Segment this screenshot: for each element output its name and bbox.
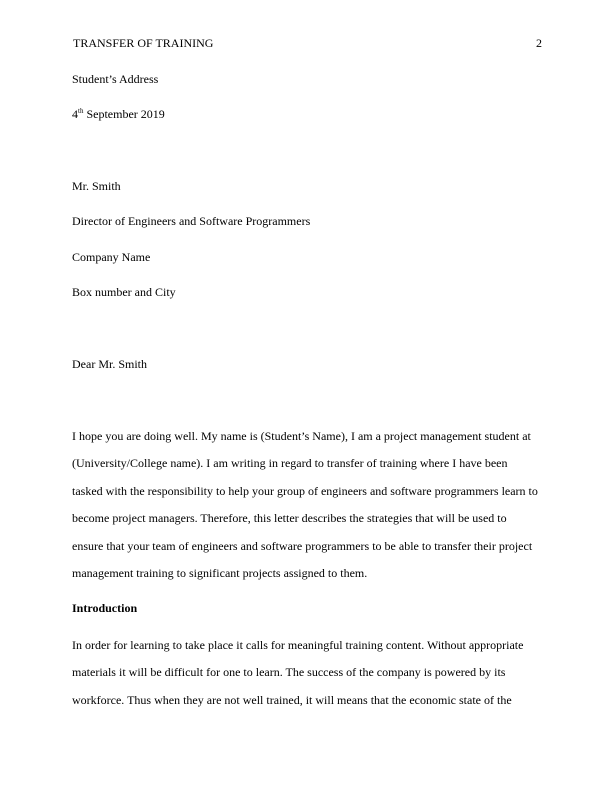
- paragraph-line: (University/College name). I am writing in regard to transfer of training where I have been: [72, 456, 508, 470]
- recipient-title: Director of Engineers and Software Programmers: [72, 214, 311, 228]
- running-head: TRANSFER OF TRAINING: [73, 36, 214, 50]
- paragraph-line: become project managers. Therefore, this letter describes the strategies that will be used to: [72, 511, 507, 525]
- paragraph-line: tasked with the responsibility to help your group of engineers and software programmers learn to: [72, 484, 538, 498]
- date-rest: September 2019: [83, 107, 165, 121]
- paragraph-line: In order for learning to take place it calls for meaningful training content. Without appropriate: [72, 638, 524, 652]
- date-day: 4: [72, 107, 78, 121]
- recipient-company: Company Name: [72, 250, 151, 264]
- date-suffix: th: [78, 107, 84, 115]
- paragraph-line: management training to significant projects assigned to them.: [72, 566, 368, 580]
- paragraph-line: ensure that your team of engineers and software programmers to be able to transfer their project: [72, 539, 533, 553]
- recipient-location: Box number and City: [72, 285, 176, 299]
- letter-date: [72, 107, 165, 121]
- paragraph-line: materials it will be difficult for one to learn. The success of the company is powered by its: [72, 665, 506, 679]
- introduction-heading: Introduction: [72, 601, 138, 615]
- paragraph-line: workforce. Thus when they are not well trained, it will means that the economic state of the: [72, 693, 512, 707]
- recipient-name: Mr. Smith: [72, 179, 121, 193]
- paragraph-line: I hope you are doing well. My name is (Student’s Name), I am a project management student at: [72, 429, 531, 443]
- page-number: 2: [536, 36, 542, 50]
- sender-address: Student’s Address: [72, 72, 159, 86]
- salutation: Dear Mr. Smith: [72, 357, 147, 371]
